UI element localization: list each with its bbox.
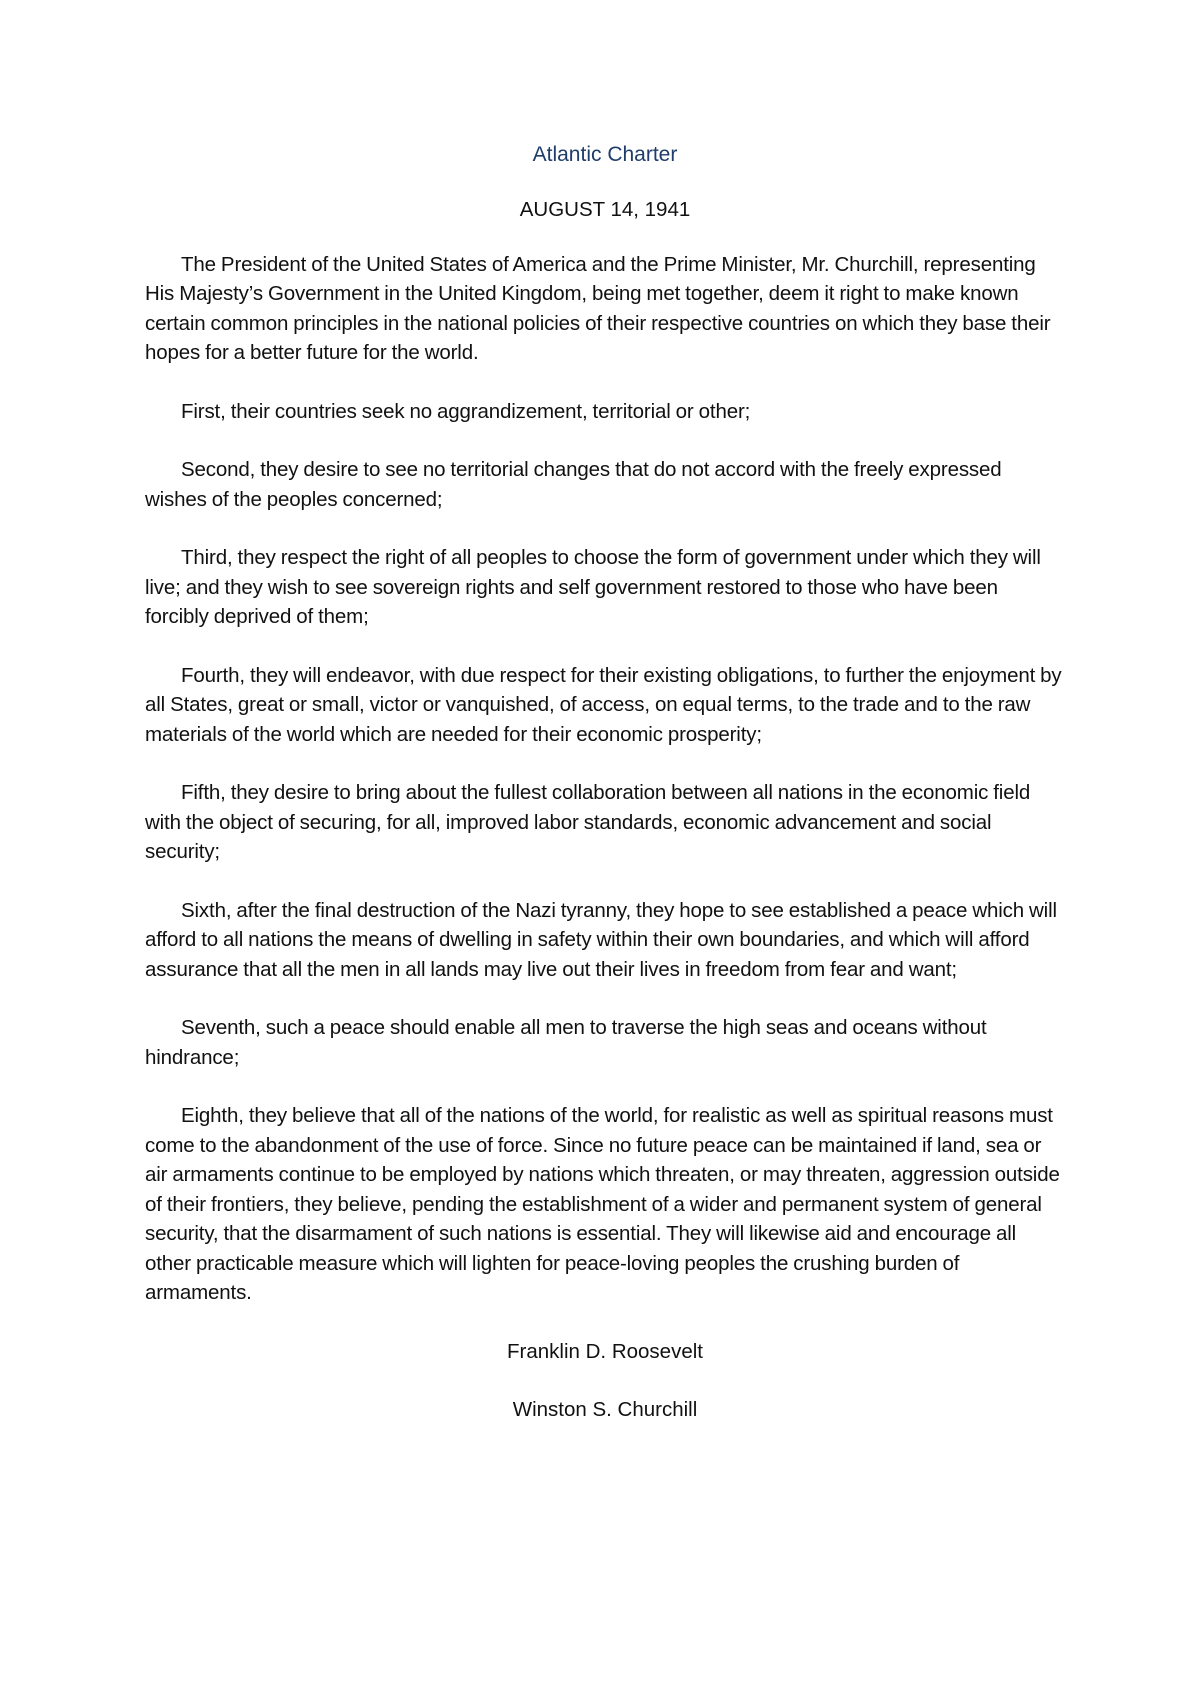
- paragraph-third: Third, they respect the right of all peoples to choose the form of government under which they will live; and they wish to see sovereign rights and self government restored to those who have been forcibly deprived of them;: [145, 546, 1041, 628]
- document-title: Atlantic Charter: [532, 143, 678, 166]
- document-body: [145, 140, 1065, 1454]
- paragraph-second: Second, they desire to see no territorial changes that do not accord with the freely expressed wishes of the peoples concerned;: [145, 458, 1002, 511]
- signature-roosevelt: Franklin D. Roosevelt: [507, 1339, 703, 1363]
- document-date: AUGUST 14, 1941: [519, 198, 691, 221]
- paragraph-seventh: Seventh, such a peace should enable all men to traverse the high seas and oceans without hindrance;: [145, 1016, 987, 1069]
- paragraph-sixth: Sixth, after the final destruction of the Nazi tyranny, they hope to see established a peace which will afford to all nations the means of dwelling in safety within their own boundaries, and which will afford assurance that all the men in all lands may live out their lives in freedom from fear and want;: [145, 898, 1057, 981]
- paragraph-preamble: The President of the United States of America and the Prime Minister, Mr. Churchill, representing His Majesty’s Government in the United Kingdom, being met together, deem it right to make known certain common principles in the national policies of their respective countries on which they base their hopes for a better future for the world.: [145, 252, 1051, 364]
- paragraph-fifth: Fifth, they desire to bring about the fullest collaboration between all nations in the economic field with the object of securing, for all, improved labor standards, economic advancement and social security;: [145, 781, 1031, 863]
- paragraph-first: First, their countries seek no aggrandizement, territorial or other;: [181, 399, 751, 423]
- paragraph-fourth: Fourth, they will endeavor, with due respect for their existing obligations, to further the enjoyment by all States, great or small, victor or vanquished, of access, on equal terms, to the trade and to the raw materials of the world which are needed for their economic prosperity;: [145, 663, 1062, 746]
- paragraph-eighth: Eighth, they believe that all of the nations of the world, for realistic as well as spiritual reasons must come to the abandonment of the use of force. Since no future peace can be maintained if land, sea or air armaments continue to be employed by nations which threaten, or may threaten, aggression outside of their frontiers, they believe, pending the establishment of a wider and permanent system of general security, that the disarmament of such nations is essential. They will likewise aid and encourage all other practicable measure which will lighten for peace-loving peoples the crushing burden of armaments.: [145, 1104, 1060, 1304]
- signature-churchill: Winston S. Churchill: [512, 1398, 698, 1421]
